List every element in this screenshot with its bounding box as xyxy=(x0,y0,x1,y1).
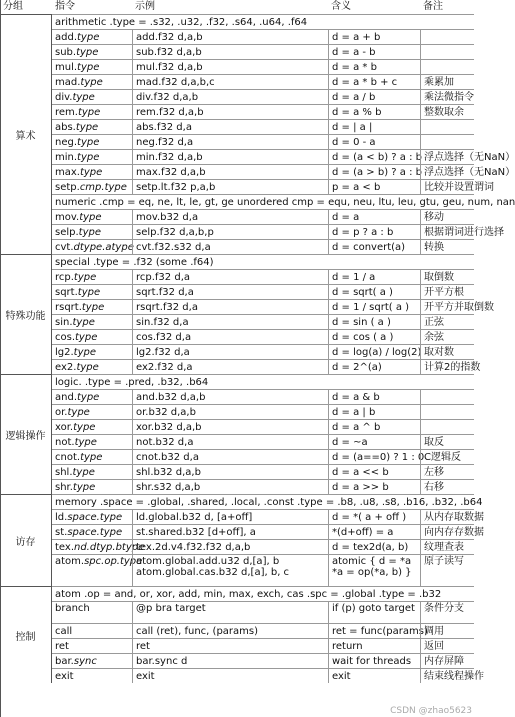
table-row xyxy=(52,554,474,586)
instruction-cell: shr. type xyxy=(55,481,96,493)
table-header xyxy=(0,0,474,15)
note-cell: 整数取余 xyxy=(420,105,474,119)
note-cell xyxy=(420,390,474,404)
table-row xyxy=(52,464,474,479)
example-cell: mul.f32 d,a,b xyxy=(132,60,328,74)
meaning-cell: return xyxy=(328,639,420,653)
meaning-cell: d = a * b xyxy=(328,60,420,74)
meaning-cell: d = sin ( a ) xyxy=(328,315,420,329)
instruction-cell: or. type xyxy=(55,406,90,418)
meaning-cell: d = 1 / sqrt( a ) xyxy=(328,300,420,314)
instruction-cell: cnot. type xyxy=(55,451,103,463)
meaning-cell: d = (a > b) ? a : b xyxy=(328,165,420,179)
instruction-cell: rcp. type xyxy=(55,271,97,283)
note-cell: 取对数 xyxy=(420,345,474,359)
instruction-cell: cos. type xyxy=(55,331,98,343)
instruction-cell: bar. sync xyxy=(55,655,97,667)
section-header-row xyxy=(52,374,474,389)
instruction-cell: and. type xyxy=(55,391,100,403)
note-cell: 开平方并取倒数 xyxy=(420,300,474,314)
meaning-cell: atomic { d = *a *a = op(*a, b) } xyxy=(328,555,420,586)
instruction-cell: setp. cmp.type xyxy=(55,181,127,193)
note-cell: 比较并设置谓词 xyxy=(420,180,474,194)
note-cell xyxy=(420,45,474,59)
example-cell: ex2.f32 d,a xyxy=(132,360,328,374)
instruction-cell: call xyxy=(55,625,73,637)
table-row xyxy=(52,179,494,194)
example-cell: bar.sync d xyxy=(132,654,328,668)
instruction-cell: max. type xyxy=(55,166,103,178)
example-cell: exit xyxy=(132,669,328,683)
example-cell: div.f32 d,a,b xyxy=(132,90,328,104)
section-header-text: memory .space = .global, .shared, .local, .const .type = .b8, .u8, .s8, .b16, .b32, .b64 xyxy=(55,496,483,508)
table-row xyxy=(52,419,474,434)
meaning-cell: d = (a < b) ? a : b xyxy=(328,150,420,164)
meaning-cell: wait for threads xyxy=(328,654,420,668)
header-group: 分组 xyxy=(3,1,23,12)
table-row xyxy=(52,239,474,254)
meaning-cell: d = 1 / a xyxy=(328,270,420,284)
instruction-cell: ex2. type xyxy=(55,361,99,373)
example-cell: tex.2d.v4.f32.f32 d,a,b xyxy=(132,540,328,554)
meaning-cell: ret = func(params) xyxy=(328,624,420,638)
table-row xyxy=(52,119,474,134)
group-control: 控制 xyxy=(0,586,52,683)
example-cell: min.f32 d,a,b xyxy=(132,150,328,164)
example-cell: @p bra target xyxy=(132,602,328,623)
table-row xyxy=(52,638,474,653)
table-row xyxy=(52,269,474,284)
example-cell: mov.b32 d,a xyxy=(132,210,328,224)
note-cell xyxy=(420,135,474,149)
table-row xyxy=(52,389,474,404)
section-header-row xyxy=(52,254,474,269)
instruction-cell: atom. spc.op.type xyxy=(55,556,143,567)
example-cell: shl.b32 d,a,b xyxy=(132,465,328,479)
example-cell: neg.f32 d,a xyxy=(132,135,328,149)
note-cell xyxy=(420,30,474,44)
meaning-cell: d = a >> b xyxy=(328,480,420,494)
example-cell: cnot.b32 d,a xyxy=(132,450,328,464)
note-cell: 返回 xyxy=(420,639,474,653)
meaning-cell: d = a ^ b xyxy=(328,420,420,434)
example-cell: shr.s32 d,a,b xyxy=(132,480,328,494)
instruction-cell: exit xyxy=(55,670,74,682)
table-row xyxy=(52,164,515,179)
example-cell: and.b32 d,a,b xyxy=(132,390,328,404)
meaning-cell: d = | a | xyxy=(328,120,420,134)
instruction-cell: abs. type xyxy=(55,121,99,133)
note-cell: 结束线程操作 xyxy=(420,669,474,683)
example-cell: xor.b32 d,a,b xyxy=(132,420,328,434)
table-row xyxy=(52,479,474,494)
meaning-cell: d = p ? a : b xyxy=(328,225,420,239)
example-cell: sin.f32 d,a xyxy=(132,315,328,329)
note-cell: 正弦 xyxy=(420,315,474,329)
meaning-cell: d = sqrt( a ) xyxy=(328,285,420,299)
meaning-cell: exit xyxy=(328,669,420,683)
meaning-cell: d = a - b xyxy=(328,45,420,59)
header-example: 示例 xyxy=(135,1,155,12)
meaning-cell: d = a xyxy=(328,210,420,224)
example-cell: call (ret), func, (params) xyxy=(132,624,328,638)
instruction-cell: add. type xyxy=(55,31,100,43)
table-row xyxy=(52,284,474,299)
section-header-row xyxy=(52,494,483,509)
instruction-cell: min. type xyxy=(55,151,100,163)
group-arithmetic: 算术 xyxy=(0,14,52,254)
example-cell: ret xyxy=(132,639,328,653)
group-special: 特殊功能 xyxy=(0,254,52,374)
meaning-cell: d = a << b xyxy=(328,465,420,479)
instruction-cell: lg2. type xyxy=(55,346,97,358)
instruction-cell: mov. type xyxy=(55,211,102,223)
note-cell: 纹理查表 xyxy=(420,540,474,554)
meaning-cell: d = a + b xyxy=(328,30,420,44)
note-cell xyxy=(420,405,474,419)
note-cell: 向内存存数据 xyxy=(420,525,474,539)
note-cell: C逻辑反 xyxy=(420,450,474,464)
meaning-cell: d = convert(a) xyxy=(328,240,420,254)
table-row xyxy=(52,434,474,449)
instruction-cell: mul. type xyxy=(55,61,100,73)
instruction-cell: ld. space.type xyxy=(55,511,123,523)
note-cell xyxy=(420,120,474,134)
example-cell: setp.lt.f32 p,a,b xyxy=(132,180,328,194)
header-note: 备注 xyxy=(423,1,443,12)
note-cell: 内存屏障 xyxy=(420,654,474,668)
meaning-cell: d = ~a xyxy=(328,435,420,449)
meaning-cell: d = a % b xyxy=(328,105,420,119)
meaning-cell: d = 0 - a xyxy=(328,135,420,149)
meaning-cell: if (p) goto target xyxy=(328,602,420,623)
section-header-text: atom .op = and, or, xor, add, min, max, exch, cas .spc = .global .type = .b32 xyxy=(55,588,442,600)
instruction-cell: mad. type xyxy=(55,76,103,88)
table-row xyxy=(52,524,484,539)
example-cell: add.f32 d,a,b xyxy=(132,30,328,44)
section-header-row xyxy=(52,194,515,209)
meaning-cell: *(d+off) = a xyxy=(328,525,420,539)
note-cell: 余弦 xyxy=(420,330,474,344)
example-cell: mad.f32 d,a,b,c xyxy=(132,75,328,89)
example-cell: rem.f32 d,a,b xyxy=(132,105,328,119)
meaning-cell: d = log(a) / log(2) xyxy=(328,345,420,359)
table-row xyxy=(52,59,474,74)
group-logic: 逻辑操作 xyxy=(0,374,52,494)
instruction-cell: st. space.type xyxy=(55,526,123,538)
instruction-cell: tex. nd.dtyp.btype xyxy=(55,541,145,553)
table-row xyxy=(52,344,474,359)
example-cell: atom.global.add.u32 d,[a], b atom.global.cas.b32 d,[a], b, c xyxy=(132,555,328,586)
header-instruction: 指令 xyxy=(55,1,75,12)
example-cell: or.b32 d,a,b xyxy=(132,405,328,419)
meaning-cell: d = a & b xyxy=(328,390,420,404)
example-cell: sub.f32 d,a,b xyxy=(132,45,328,59)
table-row xyxy=(52,601,474,623)
meaning-cell: d = a | b xyxy=(328,405,420,419)
note-cell: 取反 xyxy=(420,435,474,449)
example-cell: st.shared.b32 [d+off], a xyxy=(132,525,328,539)
instruction-cell: ret xyxy=(55,640,69,652)
section-header-text: numeric .cmp = eq, ne, lt, le, gt, ge unordered cmp = equ, neu, ltu, leu, gtu, geu, num, nan xyxy=(55,196,515,208)
table-row xyxy=(52,314,474,329)
table-row xyxy=(52,209,474,224)
table-row xyxy=(52,149,515,164)
example-cell: cos.f32 d,a xyxy=(132,330,328,344)
example-cell: max.f32 d,a,b xyxy=(132,165,328,179)
instruction-cell: rem. type xyxy=(55,106,101,118)
note-cell: 计算2的指数 xyxy=(420,360,474,374)
note-cell: 浮点选择（无NaN） xyxy=(420,150,474,164)
example-cell: selp.f32 d,a,b,p xyxy=(132,225,328,239)
instruction-cell: rsqrt. type xyxy=(55,301,105,313)
instruction-cell: sqrt. type xyxy=(55,286,101,298)
table-row xyxy=(52,44,474,59)
table-row xyxy=(52,329,474,344)
table-row xyxy=(52,359,481,374)
meaning-cell: d = cos ( a ) xyxy=(328,330,420,344)
note-cell xyxy=(420,420,474,434)
note-cell: 移动 xyxy=(420,210,474,224)
example-cell: abs.f32 d,a xyxy=(132,120,328,134)
table-row xyxy=(52,299,494,314)
instruction-cell: selp. type xyxy=(55,226,102,238)
example-cell: lg2.f32 d,a xyxy=(132,345,328,359)
note-cell xyxy=(420,60,474,74)
meaning-cell: d = *( a + off ) xyxy=(328,510,420,524)
meaning-cell: d = (a==0) ? 1 : 0 xyxy=(328,450,420,464)
meaning-cell: d = a / b xyxy=(328,90,420,104)
note-cell: 条件分支 xyxy=(420,602,474,623)
table-row xyxy=(52,509,484,524)
section-header-row xyxy=(52,586,474,601)
section-header-text: special .type = .f32 (some .f64) xyxy=(55,256,214,268)
watermark: CSDN @zhao5623 xyxy=(390,706,472,716)
instruction-cell: shl. type xyxy=(55,466,95,478)
example-cell: rsqrt.f32 d,a xyxy=(132,300,328,314)
header-meaning: 含义 xyxy=(331,1,351,12)
table-row xyxy=(52,74,474,89)
note-cell: 浮点选择（无NaN） xyxy=(420,165,474,179)
instruction-cell: not. type xyxy=(55,436,97,448)
meaning-cell: d = 2^(a) xyxy=(328,360,420,374)
table-row xyxy=(52,224,504,239)
meaning-cell: d = a * b + c xyxy=(328,75,420,89)
table-row xyxy=(52,29,474,44)
note-cell: 乘法微指令 xyxy=(420,90,474,104)
table-row xyxy=(52,449,474,464)
instruction-cell: xor. type xyxy=(55,421,96,433)
note-cell: 调用 xyxy=(420,624,474,638)
group-memory: 访存 xyxy=(0,494,52,586)
note-cell: 右移 xyxy=(420,480,474,494)
instruction-cell: sub. type xyxy=(55,46,99,58)
table-row xyxy=(52,653,474,668)
section-header-text: logic. .type = .pred, .b32, .b64 xyxy=(55,376,209,388)
section-header-row xyxy=(52,14,474,29)
note-cell: 左移 xyxy=(420,465,474,479)
table-row xyxy=(52,104,474,119)
instruction-cell: branch xyxy=(55,603,90,614)
example-cell: ld.global.b32 d, [a+off] xyxy=(132,510,328,524)
note-cell: 开平方根 xyxy=(420,285,474,299)
table-row xyxy=(52,623,474,638)
note-cell: 从内存取数据 xyxy=(420,510,474,524)
instruction-cell: div. type xyxy=(55,91,95,103)
note-cell: 根据谓词进行选择 xyxy=(420,225,474,239)
example-cell: not.b32 d,a xyxy=(132,435,328,449)
example-cell: cvt.f32.s32 d,a xyxy=(132,240,328,254)
meaning-cell: d = tex2d(a, b) xyxy=(328,540,420,554)
note-cell: 转换 xyxy=(420,240,474,254)
instruction-cell: sin. type xyxy=(55,316,95,328)
section-header-text: arithmetic .type = .s32, .u32, .f32, .s64, .u64, .f64 xyxy=(55,16,308,28)
table-row xyxy=(52,89,474,104)
instruction-cell: cvt. dtype.atype xyxy=(55,241,134,253)
note-cell: 原子读写 xyxy=(420,555,474,586)
instruction-cell: neg. type xyxy=(55,136,100,148)
note-cell: 取倒数 xyxy=(420,270,474,284)
example-cell: rcp.f32 d,a xyxy=(132,270,328,284)
example-cell: sqrt.f32 d,a xyxy=(132,285,328,299)
meaning-cell: p = a < b xyxy=(328,180,420,194)
table-row xyxy=(52,404,474,419)
note-cell: 乘累加 xyxy=(420,75,474,89)
table-left-border xyxy=(0,0,1,717)
table-row xyxy=(52,134,474,149)
table-row xyxy=(52,668,484,683)
table-row xyxy=(52,539,474,554)
